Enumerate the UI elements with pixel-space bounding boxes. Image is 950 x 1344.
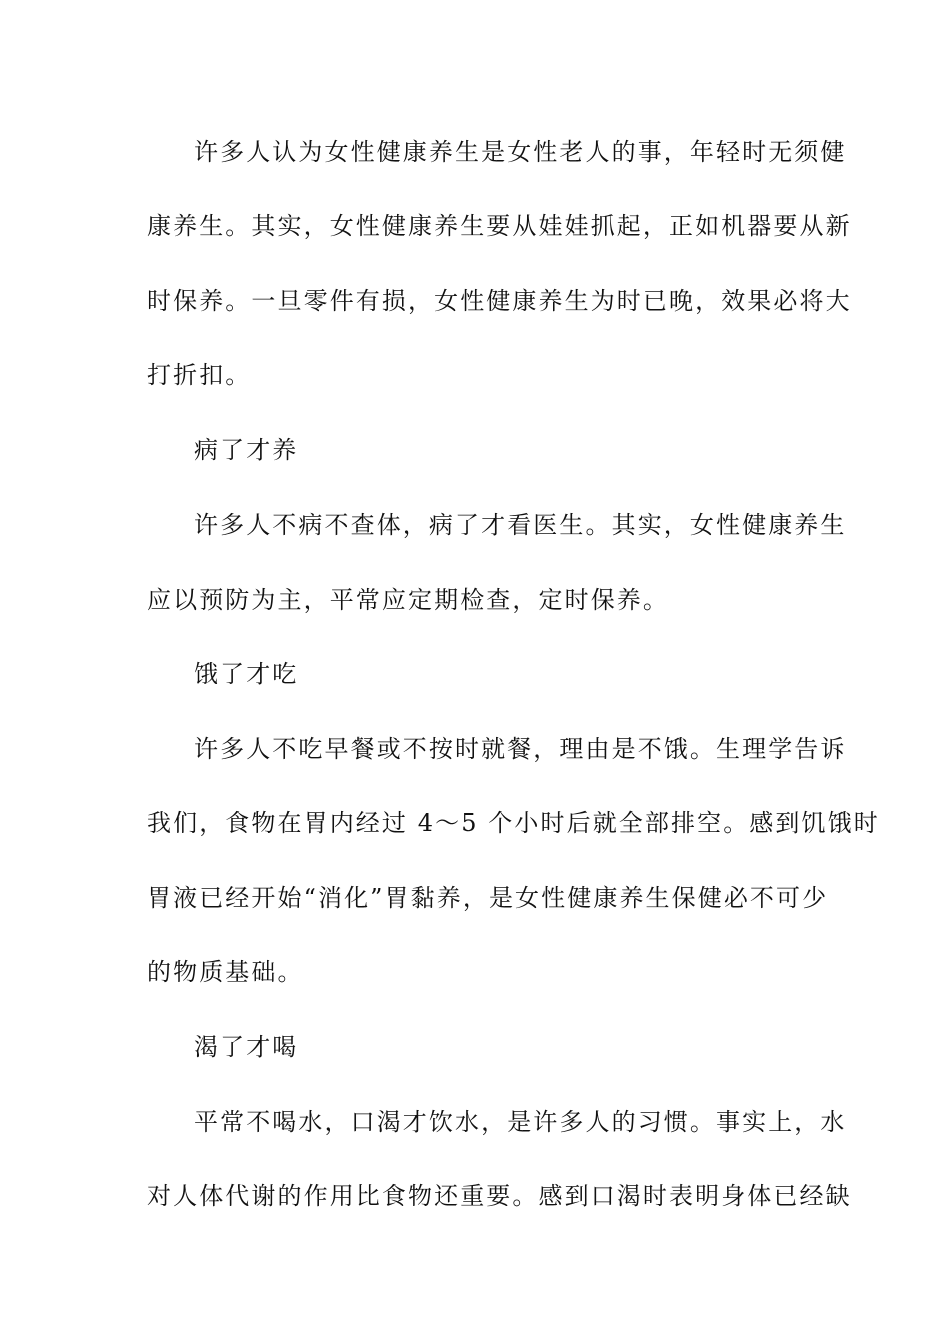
section-heading: 渴了才喝	[194, 1033, 299, 1061]
paragraph-line: 平常不喝水，口渴才饮水，是许多人的习惯。事实上，水	[194, 1108, 847, 1136]
paragraph-line: 我们，食物在胃内经过 4～5 个小时后就全部排空。感到饥饿时	[147, 809, 880, 837]
paragraph-line: 应以预防为主，平常应定期检查，定时保养。	[147, 586, 669, 614]
paragraph-line: 许多人不吃早餐或不按时就餐，理由是不饿。生理学告诉	[194, 735, 847, 763]
paragraph-line: 许多人认为女性健康养生是女性老人的事，年轻时无须健	[194, 138, 847, 166]
paragraph-line: 时保养。一旦零件有损，女性健康养生为时已晚，效果必将大	[147, 287, 852, 315]
section-heading: 病了才养	[194, 436, 299, 464]
section-heading: 饿了才吃	[194, 660, 299, 688]
paragraph-line: 许多人不病不查体，病了才看医生。其实，女性健康养生	[194, 511, 847, 539]
paragraph-line: 打折扣。	[147, 361, 252, 389]
paragraph-line: 胃液已经开始“消化”胃黏养，是女性健康养生保健必不可少	[147, 884, 829, 912]
paragraph-line: 康养生。其实，女性健康养生要从娃娃抓起，正如机器要从新	[147, 212, 852, 240]
paragraph-line: 对人体代谢的作用比食物还重要。感到口渴时表明身体已经缺	[147, 1182, 852, 1210]
paragraph-line: 的物质基础。	[147, 958, 304, 986]
